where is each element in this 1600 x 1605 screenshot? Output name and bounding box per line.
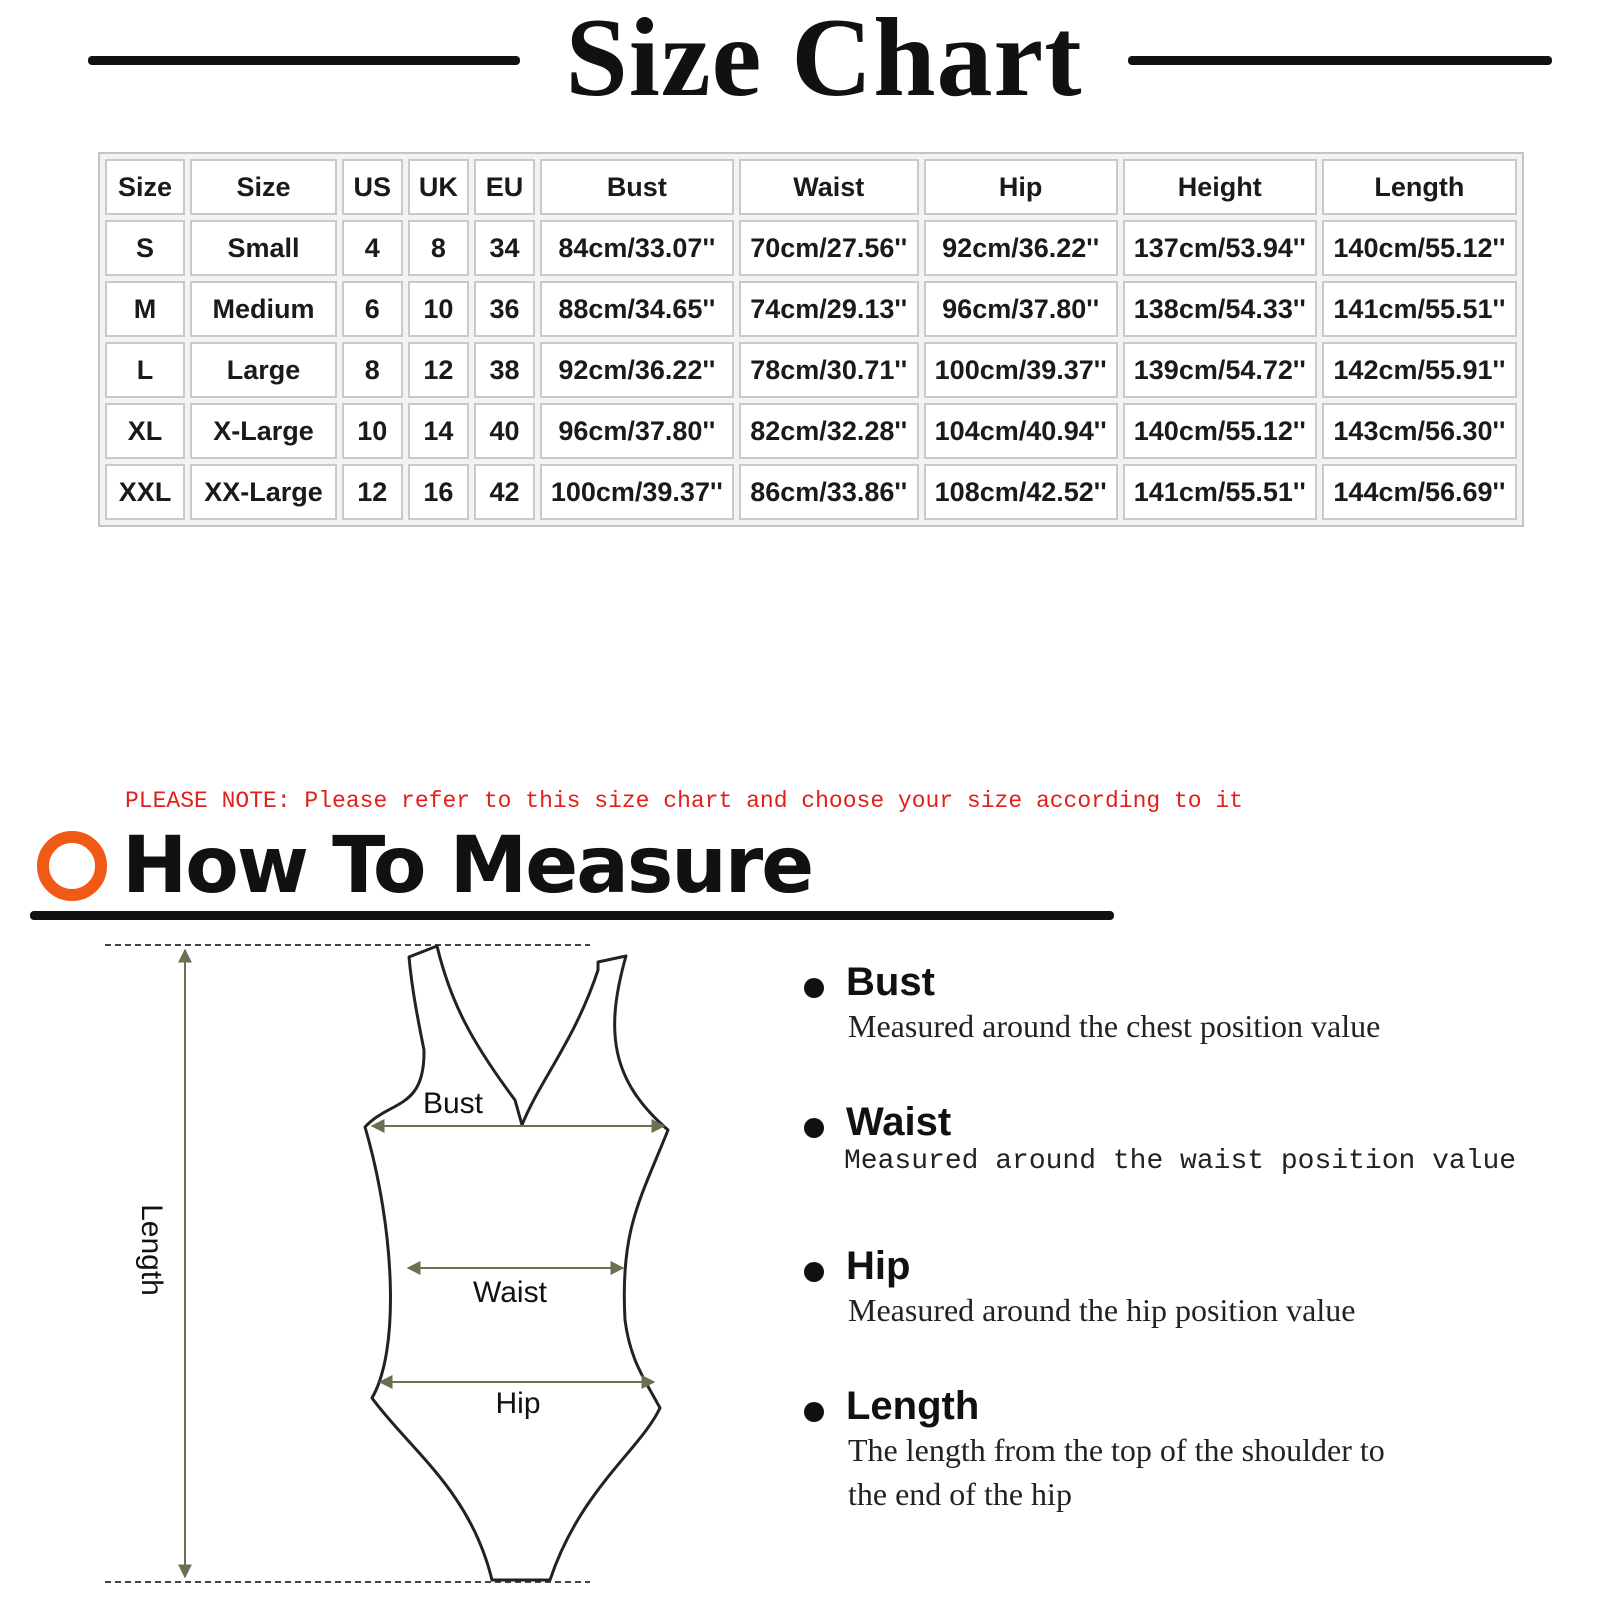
bodysuit-outline	[365, 946, 668, 1580]
ring-icon	[37, 831, 107, 901]
bullet-icon	[804, 978, 824, 998]
table-cell: 78cm/30.71''	[739, 342, 919, 398]
table-row	[105, 464, 1517, 520]
title-rule-left	[88, 56, 520, 65]
header-waist: Waist	[739, 159, 919, 215]
header-bust: Bust	[540, 159, 734, 215]
table-cell: Small	[190, 220, 337, 276]
table-cell: 104cm/40.94''	[924, 403, 1118, 459]
table-cell: 34	[474, 220, 535, 276]
header-height: Height	[1123, 159, 1317, 215]
definition-title: Hip	[846, 1244, 911, 1288]
definition-text: The length from the top of the shoulder to	[848, 1432, 1385, 1468]
table-cell: Large	[190, 342, 337, 398]
table-cell: 140cm/55.12''	[1322, 220, 1517, 276]
table-cell: 70cm/27.56''	[739, 220, 919, 276]
table-cell: 16	[408, 464, 470, 520]
table-cell: 38	[474, 342, 535, 398]
table-cell: 10	[408, 281, 470, 337]
table-cell: S	[105, 220, 185, 276]
bullet-icon	[804, 1118, 824, 1138]
table-cell: 12	[342, 464, 403, 520]
table-cell: 142cm/55.91''	[1322, 342, 1517, 398]
definition-text: Measured around the hip position value	[848, 1292, 1356, 1328]
measure-diagram	[0, 930, 760, 1600]
size-note: PLEASE NOTE: Please refer to this size chart and choose your size according to it	[125, 788, 1243, 814]
table-cell: 88cm/34.65''	[540, 281, 734, 337]
table-cell: 74cm/29.13''	[739, 281, 919, 337]
table-cell: XXL	[105, 464, 185, 520]
header-hip: Hip	[924, 159, 1118, 215]
header-eu: EU	[474, 159, 535, 215]
table-cell: 92cm/36.22''	[540, 342, 734, 398]
table-cell: 100cm/39.37''	[924, 342, 1118, 398]
table-cell: L	[105, 342, 185, 398]
table-cell: 141cm/55.51''	[1123, 464, 1317, 520]
table-cell: 139cm/54.72''	[1123, 342, 1317, 398]
bodysuit-diagram	[0, 930, 760, 1600]
table-cell: 12	[408, 342, 470, 398]
table-cell: M	[105, 281, 185, 337]
header-size-name: Size	[190, 159, 337, 215]
table-row	[105, 281, 1517, 337]
table-cell: 42	[474, 464, 535, 520]
table-cell: 82cm/32.28''	[739, 403, 919, 459]
waist-label: Waist	[473, 1276, 547, 1309]
table-cell: 140cm/55.12''	[1123, 403, 1317, 459]
table-row	[105, 220, 1517, 276]
title-rule-right	[1128, 56, 1552, 65]
table-cell: 108cm/42.52''	[924, 464, 1118, 520]
bullet-icon	[804, 1402, 824, 1422]
table-cell: 100cm/39.37''	[540, 464, 734, 520]
table-cell: X-Large	[190, 403, 337, 459]
header-size-code: Size	[105, 159, 185, 215]
table-cell: 8	[342, 342, 403, 398]
header-us: US	[342, 159, 403, 215]
table-cell: 138cm/54.33''	[1123, 281, 1317, 337]
page-title: Size Chart	[565, 0, 1083, 120]
table-cell: 10	[342, 403, 403, 459]
measure-rule	[30, 911, 1114, 920]
table-cell: XX-Large	[190, 464, 337, 520]
table-cell: 96cm/37.80''	[924, 281, 1118, 337]
bullet-icon	[804, 1262, 824, 1282]
table-cell: 6	[342, 281, 403, 337]
table-cell: 144cm/56.69''	[1322, 464, 1517, 520]
table-cell: 86cm/33.86''	[739, 464, 919, 520]
bust-label: Bust	[422, 1087, 484, 1120]
measure-title: How To Measure	[122, 821, 813, 911]
definition-title: Length	[846, 1384, 980, 1428]
table-cell: 84cm/33.07''	[540, 220, 734, 276]
table-cell: 143cm/56.30''	[1322, 403, 1517, 459]
table-cell: 92cm/36.22''	[924, 220, 1118, 276]
table-cell: 40	[474, 403, 535, 459]
header-uk: UK	[408, 159, 470, 215]
size-chart-header	[0, 0, 1600, 130]
table-cell: 14	[408, 403, 470, 459]
table-row	[105, 403, 1517, 459]
table-cell: 4	[342, 220, 403, 276]
header-length: Length	[1322, 159, 1517, 215]
definition-text: Measured around the chest position value	[848, 1008, 1381, 1044]
table-cell: 141cm/55.51''	[1322, 281, 1517, 337]
definition-title: Waist	[846, 1100, 952, 1144]
definition-title: Bust	[846, 960, 935, 1004]
table-header-row	[105, 159, 1517, 215]
definition-text: Measured around the waist position value	[844, 1146, 1517, 1177]
table-cell: 137cm/53.94''	[1123, 220, 1317, 276]
table-cell: 36	[474, 281, 535, 337]
table-cell: 8	[408, 220, 470, 276]
hip-label: Hip	[495, 1387, 541, 1420]
size-table	[98, 152, 1524, 527]
definition-text: the end of the hip	[848, 1476, 1072, 1512]
length-label: Length	[135, 1204, 168, 1296]
table-row	[105, 342, 1517, 398]
table-cell: 96cm/37.80''	[540, 403, 734, 459]
table-cell: Medium	[190, 281, 337, 337]
table-cell: XL	[105, 403, 185, 459]
